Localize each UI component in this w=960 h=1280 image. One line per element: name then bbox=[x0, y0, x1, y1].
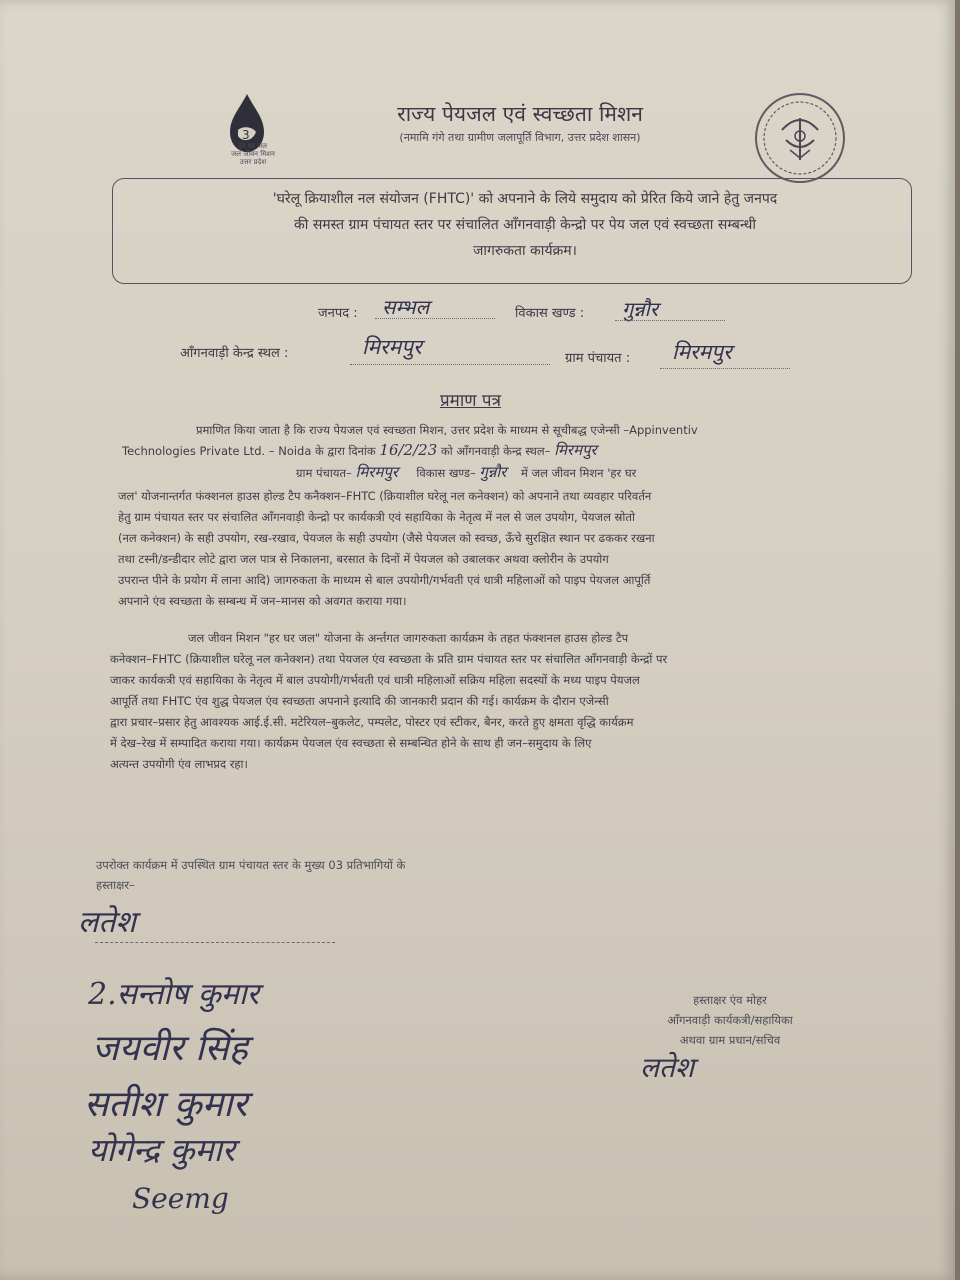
participants-intro: उपरोक्त कार्यक्रम में उपस्थित ग्राम पंचायत स्तर के मुख्य 03 प्रतिभागियों के bbox=[96, 858, 406, 872]
para1-text: विकास खण्ड– bbox=[416, 466, 476, 480]
para1-line: प्रमाणित किया जाता है कि राज्य पेयजल एवं स्वच्छता मिशन, उत्तर प्रदेश के माध्यम से सूचीबद्ध एजेन्सी –Appinventiv bbox=[196, 423, 698, 437]
svg-text:3: 3 bbox=[242, 128, 250, 142]
center-value: मिरमपुर bbox=[362, 335, 422, 359]
official-signature: लतेश bbox=[640, 1051, 694, 1084]
para1-text: ग्राम पंचायत– bbox=[296, 466, 352, 480]
official-sign-line: आँगनवाड़ी कार्यकत्री/सहायिका bbox=[667, 1013, 793, 1027]
para1-line bbox=[296, 462, 936, 484]
up-government-emblem-icon bbox=[752, 90, 848, 186]
block-dotline bbox=[615, 320, 725, 321]
para1-line: अपनाने एंव स्वच्छता के सम्बन्ध में जन–मानस को अवगत कराया गया। bbox=[118, 594, 407, 608]
panchayat-dotline bbox=[660, 368, 790, 369]
logo-caption-line: हर घर जल bbox=[239, 142, 267, 150]
participant-signature: जयवीर सिंह bbox=[92, 1028, 248, 1069]
para1-text: में जल जीवन मिशन 'हर घर bbox=[521, 466, 637, 480]
para1-panchayat-value: मिरमपुर bbox=[355, 463, 399, 481]
para2-line: द्वारा प्रचार–प्रसार हेतु आवश्यक आई.ई.सी. मटेरियल–बुकलेट, पम्पलेट, पोस्टर एवं स्टीकर, बैनर, करते हुए क्षमता वृद्धि कार्यक्रम bbox=[110, 715, 634, 729]
logo-caption bbox=[218, 142, 288, 166]
participant-signature: लतेश bbox=[78, 905, 136, 940]
logo-caption-line: उत्तर प्रदेश bbox=[239, 158, 267, 166]
para1-line: (नल कनेक्शन) के सही उपयोग, रख-रखाव, पेयजल के सही उपयोग (जैसे पेयजल को स्वच्छ, ऊँचे सुरक्षित स्थान पर ढककर रखना bbox=[118, 531, 655, 545]
official-sign-block bbox=[630, 990, 830, 1050]
para2-line: कनेक्शन–FHTC (क्रियाशील घरेलू नल कनेक्शन) तथा पेयजल एंव स्वच्छता के प्रति ग्राम पंचायत स्तर पर संचालित आँगनवाड़ी केन्द्रों पर bbox=[110, 652, 668, 666]
block-label: विकास खण्ड : bbox=[515, 306, 585, 321]
para2-line: आपूर्ति तथा FHTC एंव शुद्ध पेयजल एंव स्वच्छता अपनाने इत्यादि की जानकारी प्रदान की गई। कार्यक्रम के दौरान एजेन्सी bbox=[110, 694, 609, 708]
para2-line: जाकर कार्यकत्री एवं सहायिका के नेतृत्व में बाल उपयोगी/गर्भवती एवं धात्री महिलाओं सक्रिय महिला सदस्यों के मध्य पाइप पेयजल bbox=[110, 673, 640, 687]
program-title-line: की समस्त ग्राम पंचायत स्तर पर संचालित आँगनवाड़ी केन्द्रो पर पेय जल एवं स्वच्छता सम्बन्धी bbox=[293, 217, 756, 233]
para2-line: में देख–रेख में सम्पादित कराया गया। कार्यक्रम पेयजल एंव स्वच्छता से सम्बन्धित होने के साथ ही जन–समुदाय के लिए bbox=[110, 736, 592, 750]
program-title-text bbox=[140, 186, 910, 264]
logo-caption-line: जल जीवन मिशन bbox=[231, 150, 275, 158]
panchayat-value: मिरमपुर bbox=[672, 340, 732, 364]
certificate-title: प्रमाण पत्र bbox=[440, 391, 501, 411]
center-dotline bbox=[350, 364, 550, 365]
para2-line: जल जीवन मिशन "हर घर जल" योजना के अर्न्तगत जागरुकता कार्यक्रम के तहत फंक्शनल हाउस होल्ड टैप bbox=[188, 631, 629, 645]
program-title-line: जागरुकता कार्यक्रम। bbox=[472, 243, 577, 259]
para2-line: अत्यन्त उपयोगी एंव लाभप्रद रहा। bbox=[110, 757, 248, 771]
para1-line: जल' योजनान्तर्गत फंक्शनल हाउस होल्ड टैप कनैक्शन–FHTC (क्रियाशील घरेलू नल कनेक्शन) को अपनाने तथा व्यवहार परिवर्तन bbox=[118, 489, 652, 503]
para1-line: उपरान्त पीने के प्रयोग में लाना आदि) जागरुकता के माध्यम से बाल उपयोगी/गर्भवती एवं धात्री महिलाओं को पाइप पेयजल आपूर्ति bbox=[118, 573, 651, 587]
para1-line: हेतु ग्राम पंचायत स्तर पर संचालित आँगनवाड़ी केन्द्रो पर कार्यकत्री एवं सहायिका के नेतृत्व में नल से जल उपयोग, पेयजल स्रोतो bbox=[118, 510, 635, 524]
participant-signature: सतीश कुमार bbox=[84, 1084, 248, 1125]
district-label: जनपद : bbox=[318, 306, 358, 321]
para1-block-value: गुन्नौर bbox=[479, 463, 507, 481]
mission-subtitle: (नमामि गंगे तथा ग्रामीण जलापूर्ति विभाग, उत्तर प्रदेश शासन) bbox=[399, 131, 641, 144]
participant-signature: 2.सन्तोष कुमार bbox=[88, 977, 259, 1012]
participant-signature: योगेन्द्र कुमार bbox=[88, 1131, 236, 1169]
para1-line: तथा टस्नी/डन्डीदार लोटे द्वारा जल पात्र से निकालना, बरसात के दिनों में पेयजल को उबालकर अथवा क्लोरीन के उपयोग bbox=[118, 552, 609, 566]
center-label: आँगनवाड़ी केन्द्र स्थल : bbox=[180, 346, 289, 361]
participant-signature: Seemg bbox=[132, 1182, 229, 1215]
mission-title: राज्य पेयजल एवं स्वच्छता मिशन bbox=[397, 102, 643, 126]
program-date: 16/2/23 bbox=[379, 441, 438, 459]
program-title-line: 'घरेलू क्रियाशील नल संयोजन (FHTC)' को अपनाने के लिये समुदाय को प्रेरित किये जाने हेतु जनपद bbox=[272, 191, 778, 207]
para1-center-value: मिरमपुर bbox=[554, 441, 597, 459]
block-value: गुन्नौर bbox=[622, 297, 659, 321]
official-sign-line: अथवा ग्राम प्रधान/सचिव bbox=[679, 1033, 781, 1047]
district-value: सम्भल bbox=[382, 295, 430, 319]
panchayat-label: ग्राम पंचायत : bbox=[565, 351, 631, 366]
official-sign-line: हस्ताक्षर एंव मोहर bbox=[693, 993, 767, 1007]
para1-line bbox=[122, 440, 922, 462]
signature-line bbox=[95, 942, 335, 943]
para1-text: को आँगनवाड़ी केन्द्र स्थल– bbox=[440, 444, 551, 458]
participants-intro: हस्ताक्षर– bbox=[96, 878, 135, 892]
para1-text: Technologies Private Ltd. – Noida के द्वारा दिनांक bbox=[122, 444, 376, 458]
district-dotline bbox=[375, 318, 495, 319]
